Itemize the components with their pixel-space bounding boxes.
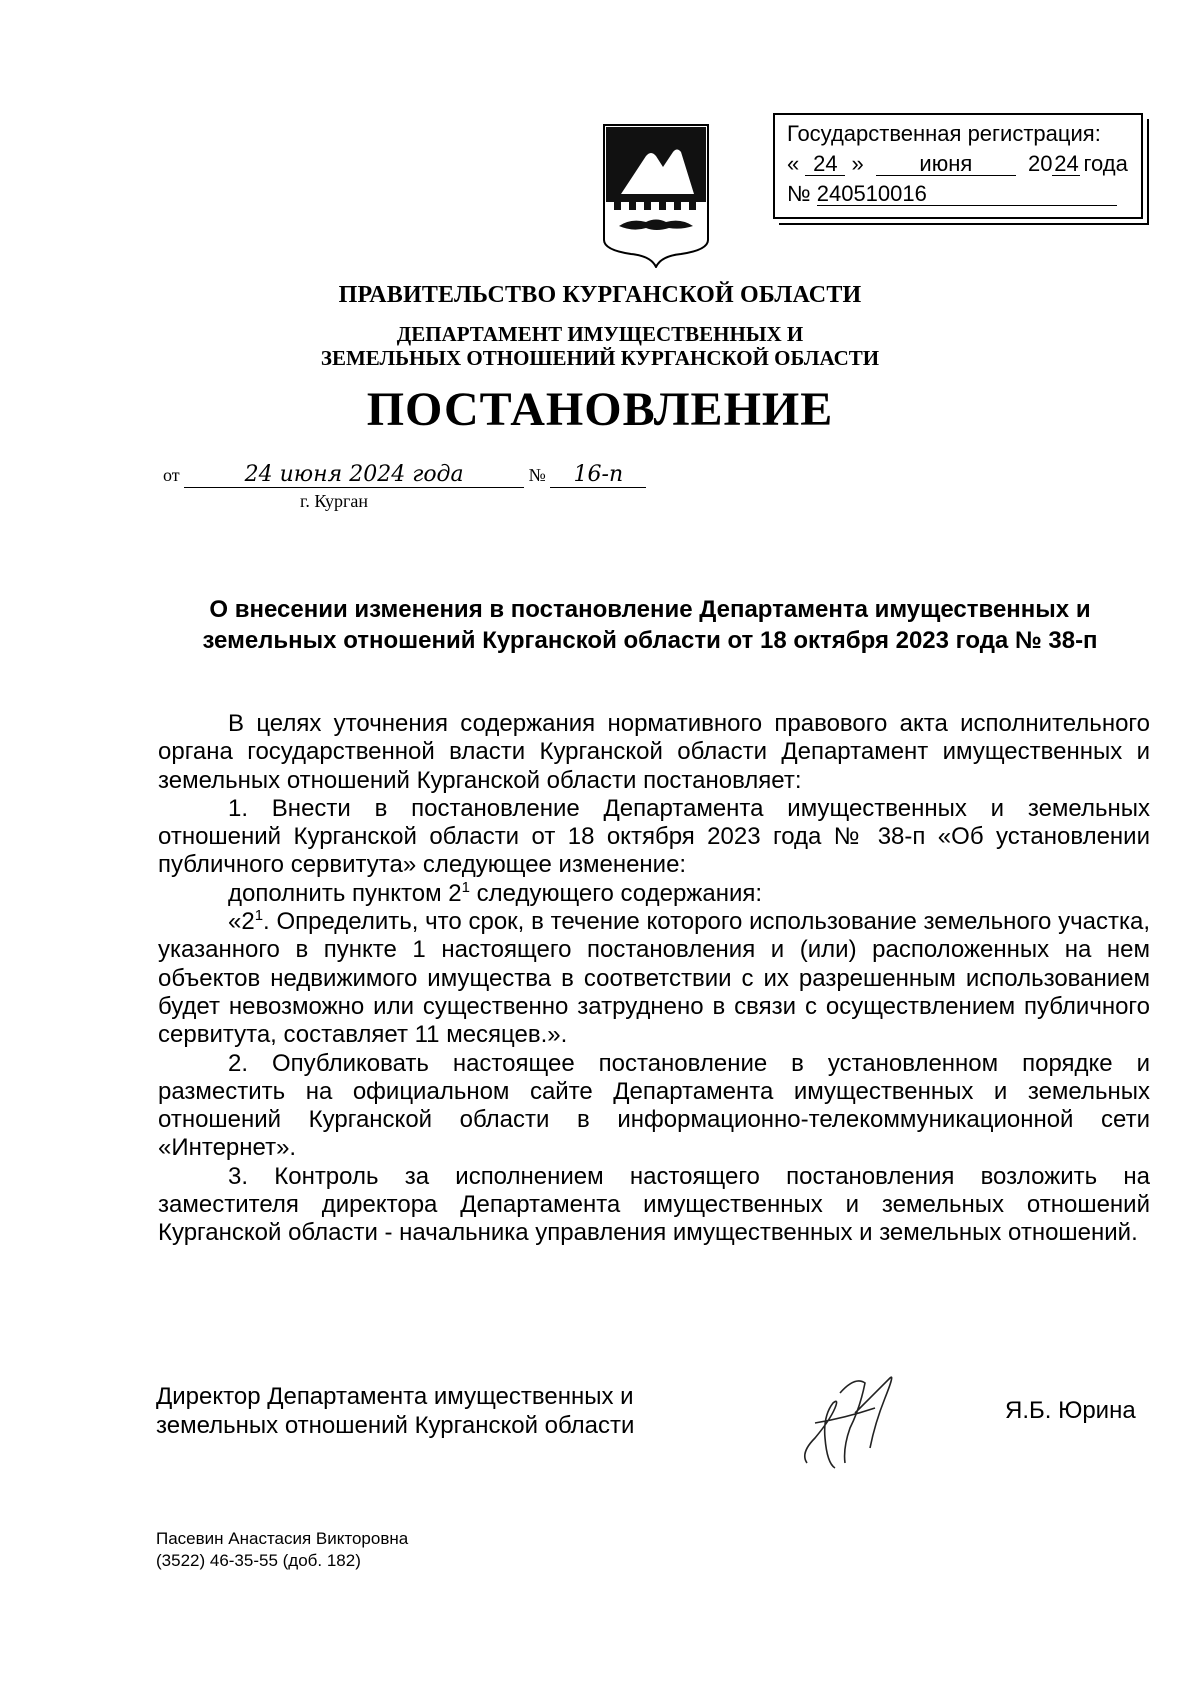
coat-of-arms-emblem [601,122,711,268]
clause-3-paragraph: 3. Контроль за исполнением настоящего постановления возложить на заместителя директора Департамента имущественных и земельных отношений Курганской области - начальника управления имущественных и земельных отношений. [158,1162,1150,1247]
city-label: г. Курган [300,491,369,511]
registration-number-row [787,181,1117,207]
handwritten-date: 24 июня 2024 года [184,463,524,488]
registration-stamp [773,113,1143,219]
contact-name: Пасевин Анастасия Викторовна [156,1529,409,1548]
clause-2-paragraph: 2. Опубликовать настоящее постановление в установленном порядке и разместить на официальном сайте Департамента имущественных и земельных отношений Курганской области в информационно-телекоммуникационной сети «Интернет». [158,1049,1150,1162]
department-title-line2: ЗЕМЕЛЬНЫХ ОТНОШЕНИЙ КУРГАНСКОЙ ОБЛАСТИ [320,346,880,370]
signatory-position-line2: земельных отношений Курганской области [156,1412,635,1439]
document-body [158,710,1150,1248]
registration-number-label: № [787,181,811,206]
signatory-position [156,1382,634,1440]
date-from-label: от [163,465,180,485]
handwritten-doc-number: 16-п [550,463,646,488]
registration-year-prefix: 20 [1027,151,1053,176]
signatory-position-line1: Директор Департамента имущественных и [156,1383,634,1410]
handwritten-signature [795,1368,915,1478]
preamble-paragraph: В целях уточнения содержания нормативного правового акта исполнительного органа государственной власти Курганской области Департамент имущественных и земельных отношений Курганской области постановляет: [158,710,1150,794]
document-subject: О внесении изменения в постановление Департамента имущественных и земельных отношений Курганской области от 18 октября 2023 года № 38-п [202,596,1098,654]
registration-year-suffix: 24 [1054,151,1079,176]
registration-title: Государственная регистрация: [787,121,1101,146]
registration-date: « 24 » июня 2024 года [787,151,1128,176]
clause-1-paragraph: 1. Внести в постановление Департамента имущественных и земельных отношений Курганской области от 18 октября 2023 года № 38-п «Об установлении публичного сервитута» следующее изменение: [158,794,1150,879]
contact-phone: (3522) 46-35-55 (доб. 182) [156,1551,361,1570]
doc-number-label: № [528,465,546,485]
clause-1-addition-intro: дополнить пунктом $2^1$ следующего содержания: [228,878,763,907]
registration-number: 240510016 [817,183,1117,206]
registration-year-word: года [1083,151,1128,176]
date-number-line [163,463,646,488]
registration-month: июня [876,153,1016,176]
registration-day: 24 [805,153,845,176]
government-title: ПРАВИТЕЛЬСТВО КУРГАНСКОЙ ОБЛАСТИ [338,282,862,308]
contact-block [156,1528,408,1572]
document-type-title: ПОСТАНОВЛЕНИЕ [366,383,834,436]
clause-2-1-text: «$2^1$. Определить, что срок, в течение которого использование земельного участка, указанного в пункте 1 настоящего постановления и (или) расположенных на нем объектов недвижимого имущества в соответствии с их разрешенным использованием будет невозможно или существенно затруднено в связи с осуществлением публичного сервитута, составляет 11 месяцев.». [158,907,1150,1049]
department-title-line1: ДЕПАРТАМЕНТ ИМУЩЕСТВЕННЫХ И [396,322,804,346]
signatory-name: Я.Б. Юрина [1005,1397,1136,1424]
